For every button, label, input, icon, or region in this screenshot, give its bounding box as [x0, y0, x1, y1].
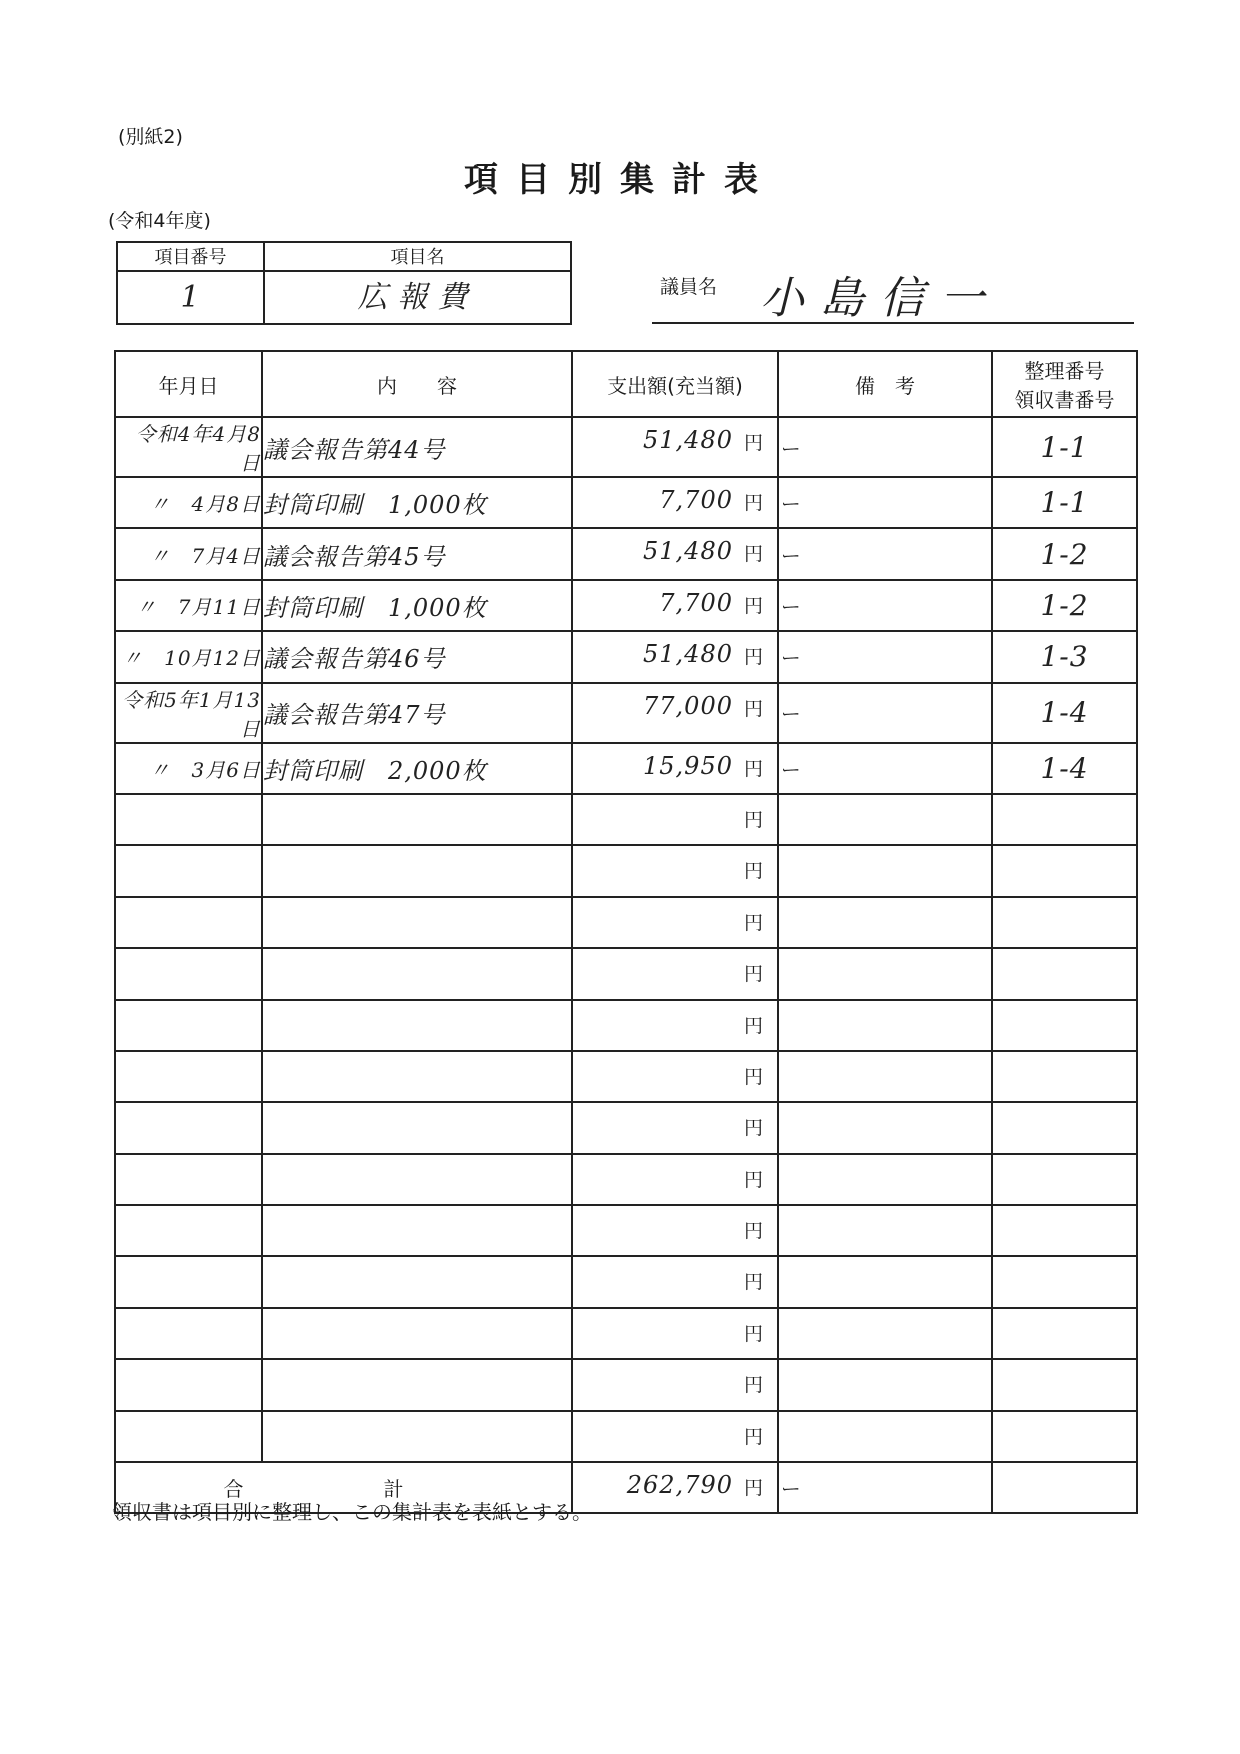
row-date: [115, 1308, 262, 1359]
row-content: 封筒印刷 2,000枚: [262, 743, 572, 794]
row-amount-cell: [572, 1256, 778, 1307]
row-date: 令和5年1月13日: [115, 683, 262, 743]
row-yen-unit: 円: [743, 1014, 763, 1037]
row-content: [262, 897, 572, 948]
row-note: [778, 1359, 992, 1410]
table-row: [115, 1411, 1137, 1462]
row-yen-unit: 円: [743, 1168, 763, 1191]
row-content: 議会報告第44号: [262, 417, 572, 477]
row-date: [115, 1154, 262, 1205]
table-row: [115, 580, 1137, 631]
row-content: [262, 1359, 572, 1410]
table-row: [115, 631, 1137, 682]
row-yen-unit: 円: [743, 1322, 763, 1345]
row-content: [262, 1154, 572, 1205]
row-yen-unit: 円: [743, 1220, 763, 1243]
row-content: [262, 845, 572, 896]
row-content: 議会報告第46号: [262, 631, 572, 682]
row-receipt-number: [992, 1359, 1137, 1410]
header-amount: 支出額(充当額): [572, 351, 778, 417]
row-note: ー: [778, 631, 992, 682]
row-note: [778, 1000, 992, 1051]
total-note: ー: [778, 1462, 992, 1513]
row-amount-cell: [572, 845, 778, 896]
row-amount-cell: [572, 1359, 778, 1410]
row-yen-unit: 円: [743, 1374, 763, 1397]
row-yen-unit: 円: [743, 963, 763, 986]
row-amount-cell: [572, 897, 778, 948]
table-row: [115, 845, 1137, 896]
table-row: [115, 477, 1137, 528]
row-amount: 77,000: [643, 691, 733, 720]
row-receipt-number: [992, 794, 1137, 845]
row-receipt-number: [992, 1102, 1137, 1153]
row-content: [262, 1256, 572, 1307]
table-row: [115, 528, 1137, 579]
row-receipt-number: 1-1: [992, 417, 1137, 477]
row-receipt-number: [992, 897, 1137, 948]
row-content: 封筒印刷 1,000枚: [262, 477, 572, 528]
row-note: ー: [778, 417, 992, 477]
header-content: 内 容: [262, 351, 572, 417]
row-receipt-number: [992, 1256, 1137, 1307]
row-amount-cell: [572, 948, 778, 999]
row-date: [115, 1051, 262, 1102]
document-label: (別紙2): [118, 126, 183, 148]
row-yen-unit: 円: [743, 594, 763, 617]
row-date: [115, 1000, 262, 1051]
row-note: [778, 845, 992, 896]
row-date: 令和4年4月8日: [115, 417, 262, 477]
row-note: [778, 948, 992, 999]
row-content: [262, 1205, 572, 1256]
row-yen-unit: 円: [743, 1065, 763, 1088]
row-receipt-number: [992, 1411, 1137, 1462]
row-amount-cell: [572, 417, 778, 477]
row-amount: 51,480: [643, 640, 733, 669]
row-date: [115, 1359, 262, 1410]
row-content: 封筒印刷 1,000枚: [262, 580, 572, 631]
row-yen-unit: 円: [743, 543, 763, 566]
row-receipt-number: [992, 948, 1137, 999]
row-date: [115, 948, 262, 999]
row-note: ー: [778, 683, 992, 743]
row-content: [262, 1411, 572, 1462]
header-date: 年月日: [115, 351, 262, 417]
row-amount: 7,700: [659, 486, 733, 514]
row-date: 〃 7月4日: [115, 528, 262, 579]
total-yen-unit: 円: [743, 1477, 763, 1500]
row-yen-unit: 円: [743, 646, 763, 669]
row-note: ー: [778, 477, 992, 528]
row-date: [115, 794, 262, 845]
row-content: [262, 948, 572, 999]
row-content: [262, 1308, 572, 1359]
row-date: 〃 7月11日: [115, 580, 262, 631]
item-box: [116, 241, 572, 325]
row-note: ー: [778, 743, 992, 794]
table-row: [115, 794, 1137, 845]
total-amount-cell: [572, 1462, 778, 1513]
row-yen-unit: 円: [743, 1271, 763, 1294]
table-row: [115, 743, 1137, 794]
footnote: 領収書は項目別に整理し、この集計表を表紙とする。: [112, 1500, 592, 1524]
row-receipt-number: 1-1: [992, 477, 1137, 528]
row-date: [115, 845, 262, 896]
header-number: [992, 351, 1137, 417]
item-name-value: 広報費: [357, 280, 478, 315]
row-amount-cell: [572, 477, 778, 528]
row-receipt-number: [992, 1205, 1137, 1256]
table-row: [115, 1256, 1137, 1307]
row-note: ー: [778, 580, 992, 631]
fiscal-year: (令和4年度): [108, 210, 211, 232]
row-amount: 51,480: [643, 426, 733, 454]
table-row: [115, 1102, 1137, 1153]
table-row: [115, 1154, 1137, 1205]
row-amount-cell: [572, 1154, 778, 1205]
row-note: ー: [778, 528, 992, 579]
row-receipt-number: [992, 1308, 1137, 1359]
row-date: 〃 4月8日: [115, 477, 262, 528]
expense-table: [114, 350, 1138, 1514]
member-name: 小島信一: [760, 273, 1000, 324]
table-row: [115, 417, 1137, 477]
row-yen-unit: 円: [743, 757, 763, 780]
table-row: [115, 683, 1137, 743]
row-receipt-number: 1-3: [992, 631, 1137, 682]
row-amount-cell: [572, 1051, 778, 1102]
row-receipt-number: 1-4: [992, 683, 1137, 743]
row-amount-cell: [572, 580, 778, 631]
row-receipt-number: 1-2: [992, 580, 1137, 631]
row-amount-cell: [572, 1308, 778, 1359]
row-amount-cell: [572, 631, 778, 682]
row-date: 〃 3月6日: [115, 743, 262, 794]
row-note: [778, 1154, 992, 1205]
item-name-header: 項目名: [265, 243, 570, 272]
table-row: [115, 1000, 1137, 1051]
row-amount: 7,700: [659, 588, 733, 617]
row-receipt-number: [992, 845, 1137, 896]
row-amount-cell: [572, 1205, 778, 1256]
row-yen-unit: 円: [743, 1425, 763, 1448]
row-note: [778, 1102, 992, 1153]
table-row: [115, 948, 1137, 999]
row-receipt-number: [992, 1154, 1137, 1205]
row-amount-cell: [572, 1102, 778, 1153]
row-date: [115, 1256, 262, 1307]
table-header-row: [115, 351, 1137, 417]
row-amount-cell: [572, 1000, 778, 1051]
row-amount: 15,950: [643, 751, 733, 780]
table-row: [115, 1205, 1137, 1256]
row-amount: 51,480: [643, 537, 733, 566]
total-label: 合 計: [115, 1462, 572, 1513]
member-label: 議員名: [660, 276, 718, 298]
table-row: [115, 897, 1137, 948]
row-yen-unit: 円: [743, 911, 763, 934]
row-content: [262, 794, 572, 845]
row-receipt-number: 1-4: [992, 743, 1137, 794]
table-row: [115, 1308, 1137, 1359]
row-amount-cell: [572, 794, 778, 845]
row-receipt-number: [992, 1000, 1137, 1051]
row-content: [262, 1102, 572, 1153]
row-note: [778, 897, 992, 948]
page-title: 項目別集計表: [464, 160, 776, 200]
row-amount-cell: [572, 683, 778, 743]
table-row: [115, 1051, 1137, 1102]
total-amount: 262,790: [626, 1471, 733, 1500]
row-content: [262, 1000, 572, 1051]
item-number-header: 項目番号: [118, 243, 265, 272]
row-yen-unit: 円: [743, 432, 763, 454]
row-yen-unit: 円: [743, 1117, 763, 1140]
row-note: [778, 1256, 992, 1307]
row-receipt-number: [992, 1051, 1137, 1102]
header-number-line1: 整理番号: [1024, 359, 1105, 383]
row-yen-unit: 円: [743, 492, 763, 514]
row-yen-unit: 円: [743, 697, 763, 720]
row-note: [778, 1308, 992, 1359]
row-date: [115, 1411, 262, 1462]
row-receipt-number: 1-2: [992, 528, 1137, 579]
row-date: [115, 1205, 262, 1256]
row-date: [115, 897, 262, 948]
item-number-value: 1: [118, 272, 265, 323]
row-amount-cell: [572, 1411, 778, 1462]
row-note: [778, 1205, 992, 1256]
row-amount-cell: [572, 743, 778, 794]
total-number-cell: [992, 1462, 1137, 1513]
row-yen-unit: 円: [743, 860, 763, 883]
row-yen-unit: 円: [743, 808, 763, 831]
row-content: 議会報告第47号: [262, 683, 572, 743]
row-content: 議会報告第45号: [262, 528, 572, 579]
row-note: [778, 794, 992, 845]
row-note: [778, 1411, 992, 1462]
member-signature-line: [652, 322, 1134, 324]
row-content: [262, 1051, 572, 1102]
header-number-line2: 領収書番号: [1014, 388, 1115, 412]
row-date: [115, 1102, 262, 1153]
header-note: 備 考: [778, 351, 992, 417]
row-date: 〃 10月12日: [115, 631, 262, 682]
row-note: [778, 1051, 992, 1102]
table-row: [115, 1359, 1137, 1410]
row-amount-cell: [572, 528, 778, 579]
